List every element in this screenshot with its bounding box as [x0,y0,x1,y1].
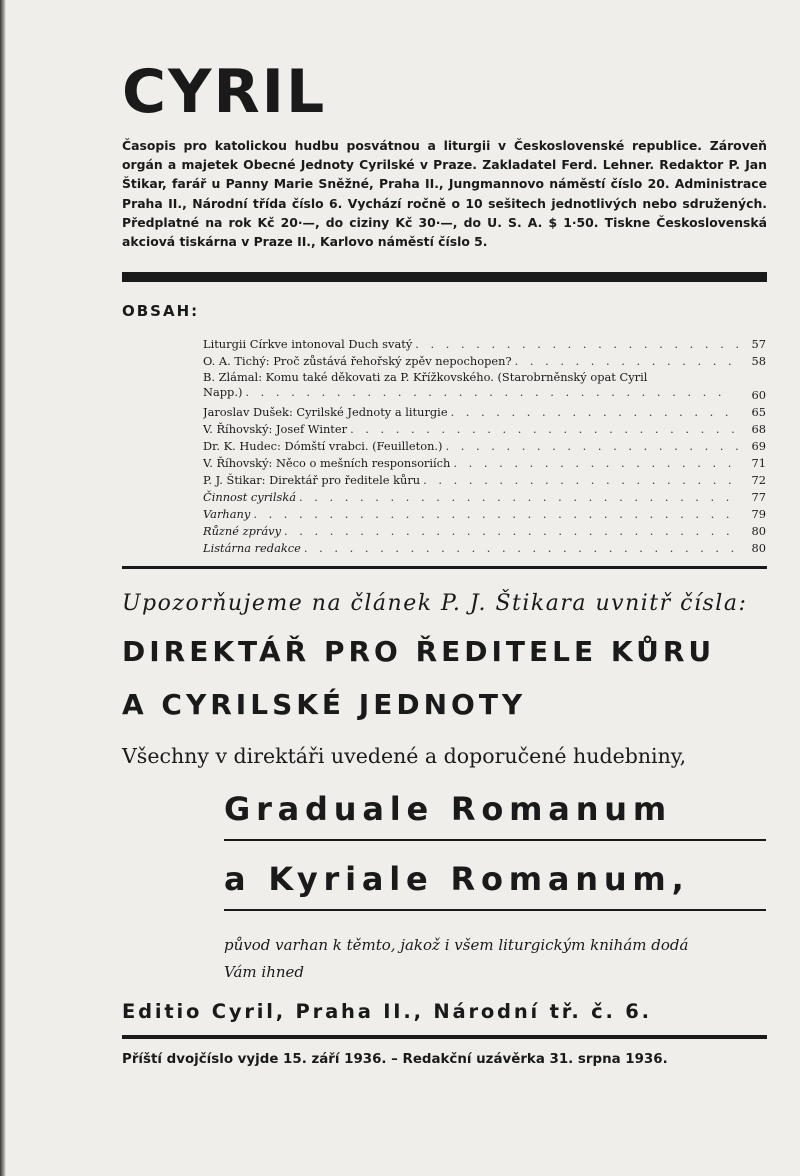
toc-item[interactable] [203,404,766,421]
toc-page: 58 [751,354,766,368]
toc-leader [281,523,740,540]
toc-item[interactable] [203,370,766,404]
toc-entry: Dr. K. Hudec: Dómští vrabci. (Feuilleton.) [203,439,443,453]
headline-line-1: DIREKTÁŘ PRO ŘEDITELE KŮRU [122,635,716,668]
toc-entry: Činnost cyrilská [203,490,297,504]
toc-item[interactable] [203,506,766,523]
toc-entry: V. Říhovský: Josef Winter [203,422,348,436]
toc-page: 71 [751,456,766,470]
magazine-title: CYRIL [122,57,327,127]
toc-item[interactable] [203,455,766,472]
book-title-kyriale: a Kyriale Romanum, [224,860,690,898]
supply-note [224,932,769,986]
toc-item[interactable] [203,523,766,540]
page-edge-shadow [0,0,6,1176]
toc-entry: Varhany [203,507,251,521]
toc-entry-continuation: Napp.) [203,385,243,399]
toc-page: 80 [751,524,766,538]
divider-book-2 [224,909,766,911]
toc-entry: Jaroslav Dušek: Cyrilské Jednoty a liturgie [203,405,448,419]
toc-leader [512,353,740,370]
toc-page: 79 [751,507,766,521]
toc-entry-multiline [203,370,740,404]
toc-leader [296,489,740,506]
toc-leader [420,472,740,489]
toc-leader [250,506,740,523]
footer-notice: Příští dvojčíslo vyjde 15. září 1936. – Redakční uzávěrka 31. srpna 1936. [122,1052,668,1067]
toc-item[interactable] [203,489,766,506]
toc-page: 72 [751,473,766,487]
toc-page: 57 [751,337,766,351]
toc-page: 77 [751,490,766,504]
divider-book-1 [224,839,766,841]
divider-low [122,1035,767,1039]
toc-page: 80 [751,541,766,555]
toc-item[interactable] [203,472,766,489]
toc-item[interactable] [203,421,766,438]
masthead-text: Časopis pro katolickou hudbu posvátnou a liturgii v Československé republice. Zároveň orgán a majetek Obecné Jednoty Cyrilské v Praze. Zakladatel Ferd. Lehner. Redaktor P. Jan Štikar, farář u Panny Marie Sněžné, Praha II., Jungmannovo náměstí číslo 20. Administrace Praha II., Národní třída číslo 6. Vychází ročně o 10 sešitech jednotlivých nebo sdružených. Předplatné na rok Kč 20·—, do ciziny Kč 30·—, do U. S. A. $ 1·50. Tiskne Československá akciová tiskárna v Praze II., Karlovo náměstí číslo 5. [122,138,767,250]
contents-label: OBSAH: [122,302,200,320]
divider-thick [122,272,767,282]
toc-leader [347,421,740,438]
toc-leader [448,404,740,421]
toc-leader [442,438,740,455]
notice-line: Upozorňujeme na článek P. J. Štikara uvnitř čísla: [122,591,748,616]
supply-note-line-1: původ varhan k těmto, jakož i všem liturgickým knihám dodá [224,936,689,954]
toc-page: 60 [751,388,766,402]
toc-entry: V. Říhovský: Něco o mešních responsoriích [203,456,451,470]
toc-leader [412,336,740,353]
supply-note-line-2: Vám ihned [224,963,304,981]
sentence-line: Všechny v direktáři uvedené a doporučené hudebniny, [122,744,687,768]
toc-leader [242,385,740,404]
toc-leader [301,540,740,557]
toc-entry: Různé zprávy [203,524,282,538]
publisher-line: Editio Cyril, Praha II., Národní tř. č. 6. [122,1000,652,1023]
divider-mid [122,566,767,569]
toc-entry: B. Zlámal: Komu také děkovati za P. Křížkovského. (Starobrněnský opat Cyril [203,370,648,384]
toc-entry: P. J. Štikar: Direktář pro ředitele kůru [203,473,421,487]
toc-entry: Liturgii Církve intonoval Duch svatý [203,337,413,351]
book-title-graduale: Graduale Romanum [224,790,673,828]
toc-page: 68 [751,422,766,436]
toc-entry-continuation-row [203,385,740,404]
toc-item[interactable] [203,336,766,353]
toc-leader [450,455,740,472]
table-of-contents [203,336,766,557]
headline-line-2: A CYRILSKÉ JEDNOTY [122,688,527,721]
toc-entry: O. A. Tichý: Proč zůstává řehořský zpěv nepochopen? [203,354,512,368]
toc-item[interactable] [203,438,766,455]
toc-page: 65 [751,405,766,419]
toc-page: 69 [751,439,766,453]
toc-item[interactable] [203,353,766,370]
toc-item[interactable] [203,540,766,557]
toc-entry: Listárna redakce [203,541,301,555]
